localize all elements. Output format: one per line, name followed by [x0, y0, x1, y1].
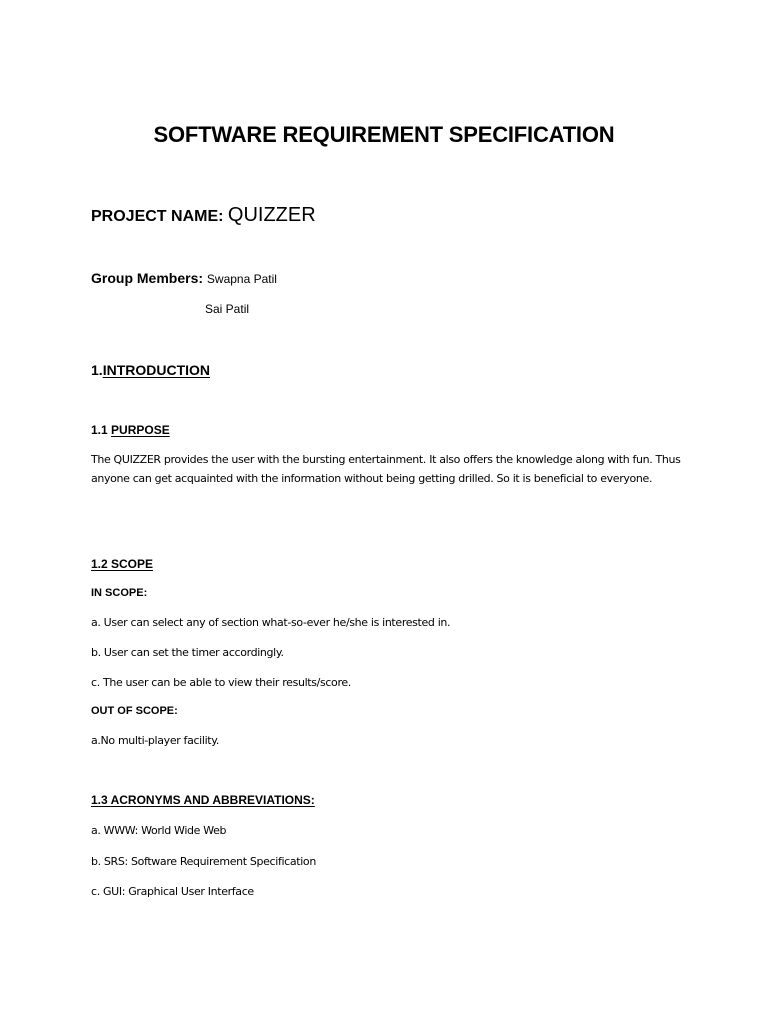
project-name-label: PROJECT NAME: — [91, 208, 224, 225]
acronym-item: c. GUI: Graphical User Interface — [91, 885, 254, 898]
document-title: SOFTWARE REQUIREMENT SPECIFICATION — [153, 122, 615, 147]
scope-heading: 1.2 SCOPE — [91, 557, 154, 571]
group-members-line — [91, 270, 277, 286]
introduction-number: 1. — [91, 362, 103, 378]
introduction-heading — [91, 362, 210, 378]
introduction-title: INTRODUCTION — [102, 362, 211, 378]
in-scope-item: c. The user can be able to view their results/score. — [91, 676, 351, 689]
group-members-label: Group Members: — [91, 270, 204, 286]
group-member: Swapna Patil — [206, 272, 277, 286]
purpose-title: PURPOSE — [111, 423, 170, 437]
purpose-number: 1.1 — [91, 423, 108, 437]
group-member: Sai Patil — [205, 302, 250, 316]
acronym-item: b. SRS: Software Requirement Specification — [91, 855, 316, 868]
purpose-paragraph-line: anyone can get acquainted with the information without being getting drilled. So it is beneficial to everyone. — [91, 472, 653, 485]
in-scope-item: a. User can select any of section what-so-ever he/she is interested in. — [91, 616, 451, 629]
project-name-value: QUIZZER — [227, 204, 316, 226]
out-of-scope-label: OUT OF SCOPE: — [91, 705, 178, 717]
project-name-line — [91, 204, 316, 227]
acronym-item: a. WWW: World Wide Web — [91, 824, 227, 837]
purpose-paragraph-line: The QUIZZER provides the user with the bursting entertainment. It also offers the knowledge along with fun. Thus — [91, 453, 681, 466]
in-scope-item: b. User can set the timer accordingly. — [91, 646, 284, 659]
acronyms-heading: 1.3 ACRONYMS AND ABBREVIATIONS: — [91, 793, 315, 807]
out-of-scope-item: a.No multi-player facility. — [91, 734, 219, 747]
in-scope-label: IN SCOPE: — [91, 587, 148, 599]
purpose-heading — [91, 423, 170, 437]
